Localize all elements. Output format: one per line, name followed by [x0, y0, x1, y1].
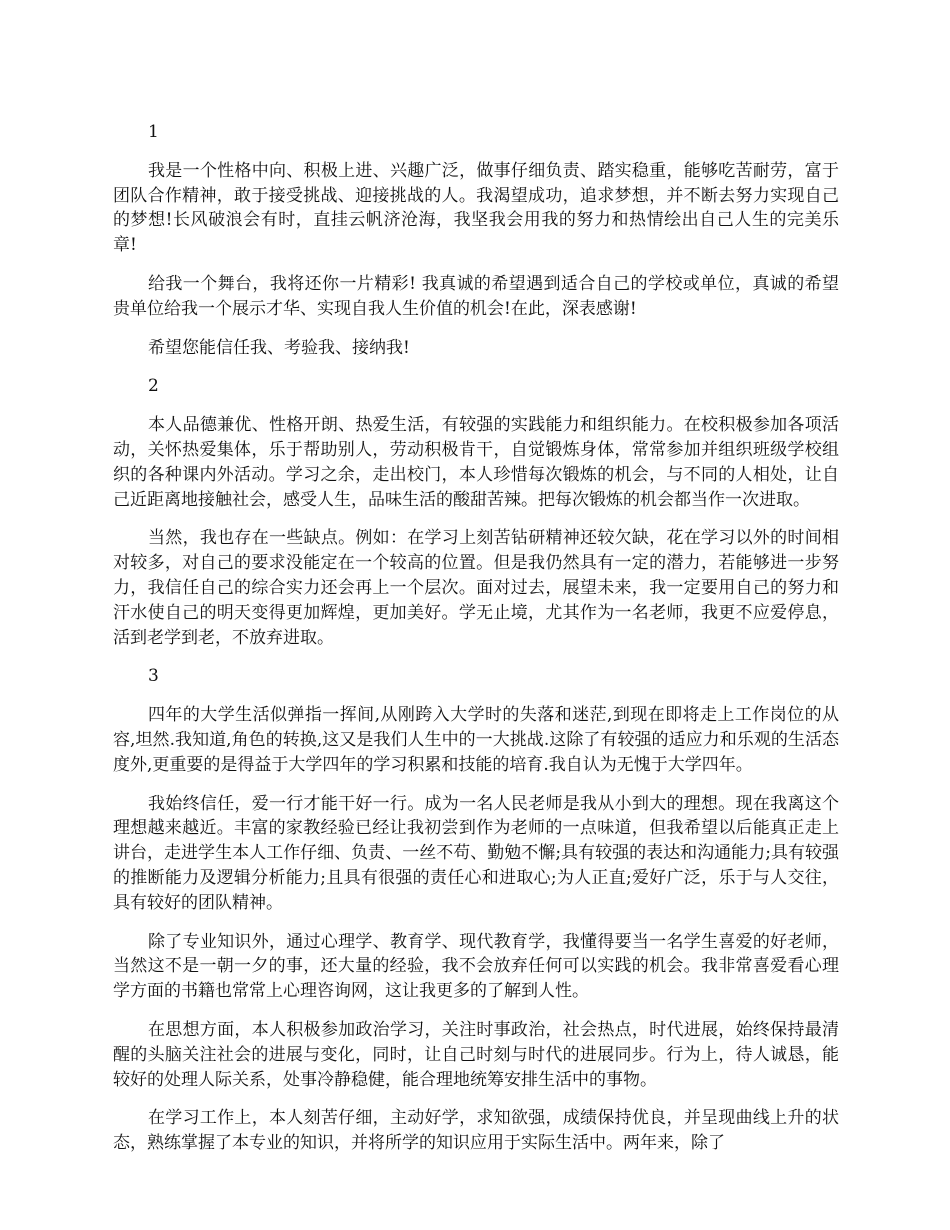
paragraph: 四年的大学生活似弹指一挥间,从刚跨入大学时的失落和迷茫,到现在即将走上工作岗位的从容,坦然.我知道,角色的转换,这又是我们人生中的一大挑战.这除了有较强的适应力和乐观的生活态度外,更重要的是得益于大学四年的学习积累和技能的培育.我自认为无愧于大学四年。: [113, 705, 839, 775]
paragraph: 本人品德兼优、性格开朗、热爱生活，有较强的实践能力和组织能力。在校积极参加各项活动，关怀热爱集体，乐于帮助别人，劳动积极肯干，自觉锻炼身体，常常参加并组织班级学校组织的各种课内外活动。学习之余，走出校门，本人珍惜每次锻炼的机会，与不同的人相处，让自己近距离地接触社会，感受人生，品味生活的酸甜苦辣。把每次锻炼的机会都当作一次进取。: [113, 415, 839, 510]
paragraph: 希望您能信任我、考验我、接纳我!: [148, 337, 410, 358]
paragraph: 我是一个性格中向、积极上进、兴趣广泛，做事仔细负责、踏实稳重，能够吃苦耐劳，富于团队合作精神，敢于接受挑战、迎接挑战的人。我渴望成功，追求梦想，并不断去努力实现自己的梦想!长风破浪会有时，直挂云帆济沧海，我坚我会用我的努力和热情绘出自己人生的完美乐章!: [113, 160, 839, 256]
section-number: 2: [148, 376, 159, 397]
paragraph: 当然，我也存在一些缺点。例如：在学习上刻苦钻研精神还较欠缺，花在学习以外的时间相对较多，对自己的要求没能定在一个较高的位置。但是我仍然具有一定的潜力，若能够进一步努力，我信任自己的综合实力还会再上一个层次。面对过去，展望未来，我一定要用自己的努力和汗水使自己的明天变得更加辉煌，更加美好。学无止境，尤其作为一名老师，我更不应爱停息，活到老学到老，不放弃进取。: [113, 528, 839, 648]
document-page: [113, 120, 839, 1170]
paragraph: 我始终信任，爱一行才能干好一行。成为一名人民老师是我从小到大的理想。现在我离这个理想越来越近。丰富的家教经验已经让我初尝到作为老师的一点味道，但我希望以后能真正走上讲台，走进学生本人工作仔细、负责、一丝不苟、勤勉不懈;具有较强的表达和沟通能力;具有较强的推断能力及逻辑分析能力;且具有很强的责任心和进取心;为人正直;爱好广泛，乐于与人交往，具有较好的团队精神。: [113, 793, 839, 913]
paragraph: 给我一个舞台，我将还你一片精彩! 我真诚的希望遇到适合自己的学校或单位，真诚的希望贵单位给我一个展示才华、实现自我人生价值的机会!在此，深表感谢!: [113, 273, 839, 319]
paragraph: 除了专业知识外，通过心理学、教育学、现代教育学，我懂得要当一名学生喜爱的好老师，当然这不是一朝一夕的事，还大量的经验，我不会放弃任何可以实践的机会。我非常喜爱看心理学方面的书籍也常常上心理咨询网，这让我更多的了解到人性。: [113, 931, 839, 1002]
paragraph: 在思想方面，本人积极参加政治学习，关注时事政治，社会热点，时代进展，始终保持最清醒的头脑关注社会的进展与变化，同时，让自己时刻与时代的进展同步。行为上，待人诚恳，能较好的处理人际关系，处事冷静稳健，能合理地统筹安排生活中的事物。: [113, 1019, 839, 1090]
section-number: 1: [148, 122, 159, 142]
section-number: 3: [148, 666, 159, 687]
paragraph: 在学习工作上，本人刻苦仔细，主动好学，求知欲强，成绩保持优良，并呈现曲线上升的状态，熟练掌握了本专业的知识，并将所学的知识应用于实际生活中。两年来，除了: [113, 1108, 839, 1154]
